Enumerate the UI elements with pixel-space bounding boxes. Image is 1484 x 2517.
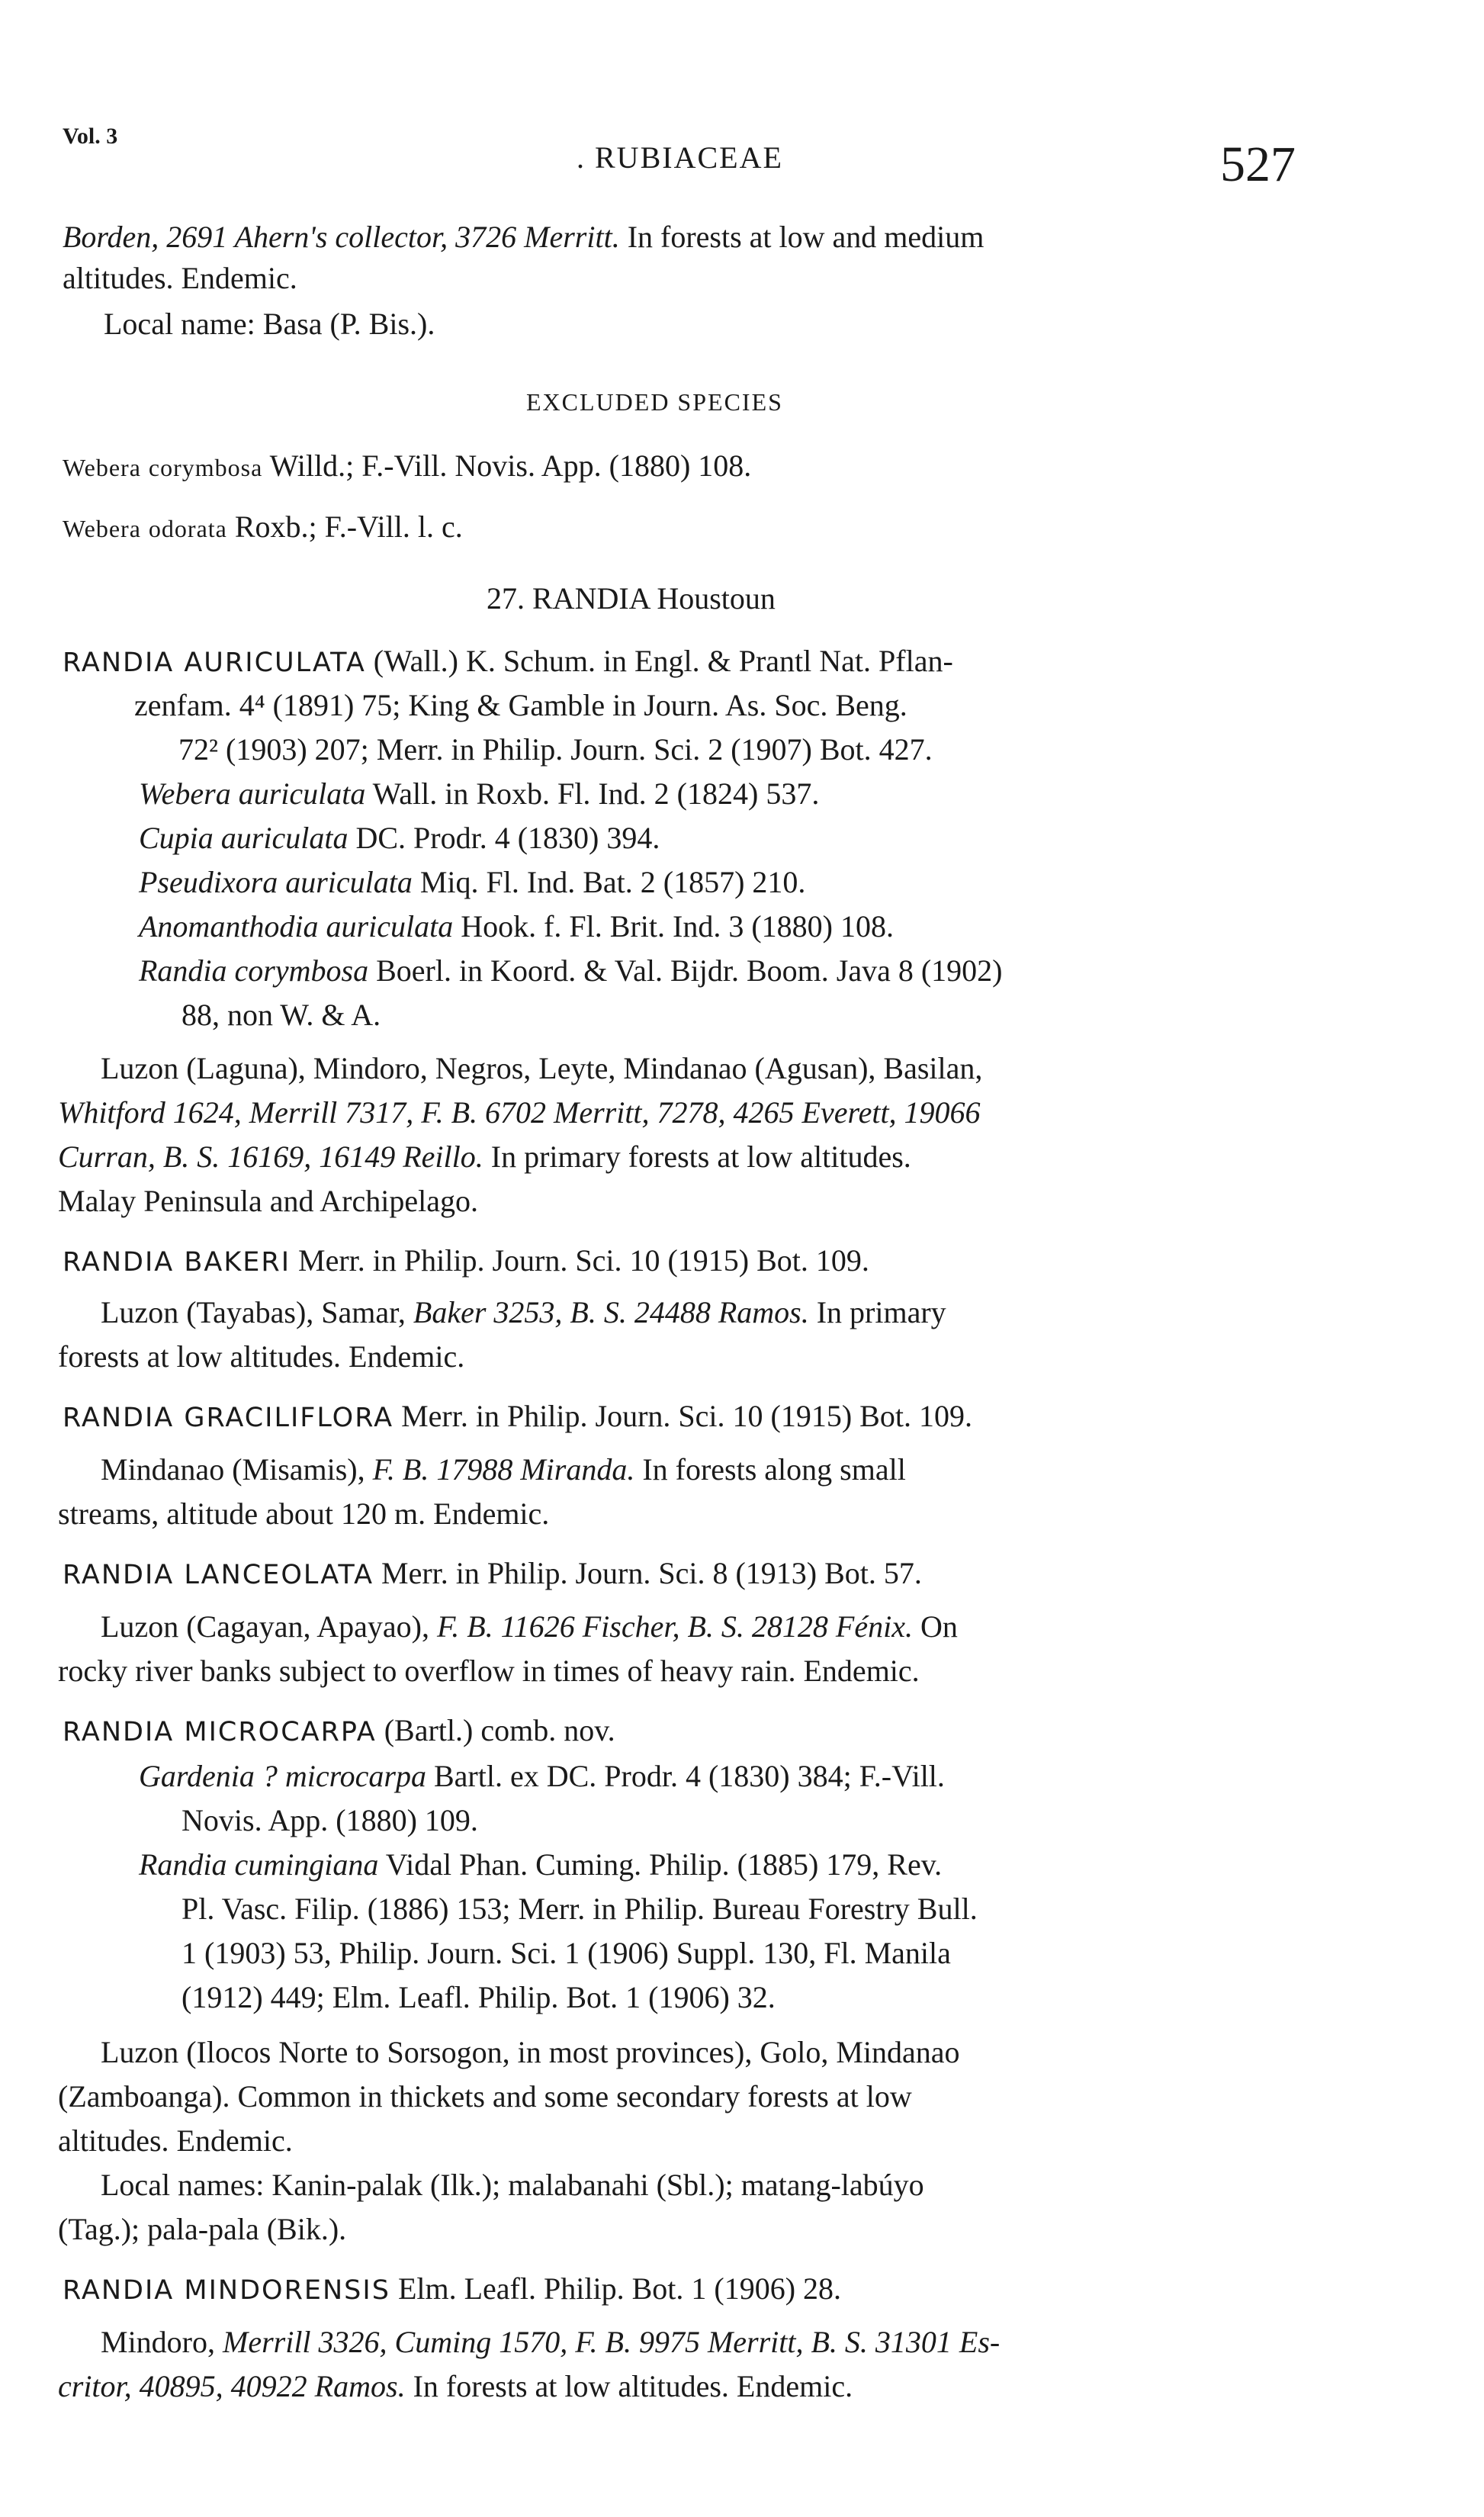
excluded-1-citation: Willd.; F.-Vill. Novis. App. (1880) 108. — [262, 448, 752, 483]
microcarpa-local-names: Local names: Kanin-palak (Ilk.); malabanahi (Sbl.); matang-labúyo — [101, 2168, 924, 2202]
auriculata-citation-1: (Wall.) K. Schum. in Engl. & Prantl Nat. Pflan- — [365, 644, 953, 678]
microcarpa-synonym-2-cont-2: 1 (1903) 53, Philip. Journ. Sci. 1 (1906) Suppl. 130, Fl. Manila — [181, 1936, 951, 1970]
habitat-text: In primary — [808, 1295, 946, 1329]
excluded-2-genus: Webera — [63, 515, 141, 542]
specimen-list: critor, 40895, 40922 Ramos. — [58, 2369, 406, 2403]
excluded-1-genus: Webera — [63, 454, 141, 481]
excluded-2-species: odorata — [148, 515, 227, 542]
locality: Luzon (Cagayan, Apayao), — [101, 1609, 437, 1644]
bakeri-line-1 — [63, 1239, 869, 1284]
prev-line-1 — [63, 215, 1286, 259]
locality: Mindoro, — [101, 2325, 223, 2359]
graciliflora-dist-1 — [101, 1448, 906, 1492]
microcarpa-dist-2: (Zamboanga). Common in thickets and some secondary forests at low — [58, 2079, 912, 2114]
graciliflora-citation: Merr. in Philip. Journ. Sci. 10 (1915) Bot. 109. — [393, 1399, 972, 1433]
auriculata-synonym-4 — [139, 905, 894, 949]
prev-local-name: Local name: Basa (P. Bis.). — [104, 307, 435, 341]
auriculata-name: RANDIA AURICULATA — [63, 648, 366, 678]
microcarpa-synonym-1 — [139, 1754, 945, 1799]
auriculata-line-3: 72² (1903) 207; Merr. in Philip. Journ. Sci. 2 (1907) Bot. 427. — [178, 732, 933, 767]
specimen-list: F. B. 17988 Miranda. — [372, 1452, 635, 1487]
prev-collectors: Borden, 2691 Ahern's collector, 3726 Merritt. — [63, 220, 620, 254]
synonym-citation: Miq. Fl. Ind. Bat. 2 (1857) 210. — [412, 865, 806, 899]
excluded-entry-1 — [63, 444, 751, 490]
graciliflora-dist-2: streams, altitude about 120 m. Endemic. — [58, 1496, 550, 1531]
auriculata-synonym-3 — [139, 860, 805, 905]
page-number: 527 — [1220, 137, 1296, 192]
lanceolata-dist-2: rocky river banks subject to overflow in times of heavy rain. Endemic. — [58, 1654, 920, 1688]
mindorensis-dist-1 — [101, 2320, 1000, 2364]
excluded-1-species: corymbosa — [148, 454, 263, 481]
synonym-name: Pseudixora auriculata — [139, 865, 413, 899]
synonym-name: Cupia auriculata — [139, 821, 349, 855]
microcarpa-citation: (Bartl.) comb. nov. — [376, 1713, 615, 1747]
specimen-list: Curran, B. S. 16169, 16149 Reillo. — [58, 1140, 483, 1174]
excluded-2-citation: Roxb.; F.-Vill. l. c. — [226, 510, 463, 544]
bakeri-dist-1 — [101, 1291, 946, 1335]
synonym-name: Randia cumingiana — [139, 1847, 379, 1882]
synonym-citation: Wall. in Roxb. Fl. Ind. 2 (1824) 537. — [365, 776, 820, 811]
auriculata-dist-1: Luzon (Laguna), Mindoro, Negros, Leyte, Mindanao (Agusan), Basilan, — [101, 1051, 983, 1085]
synonym-name: Anomanthodia auriculata — [139, 909, 454, 943]
excluded-entry-2 — [63, 505, 463, 551]
auriculata-line-2: zenfam. 4⁴ (1891) 75; King & Gamble in Journ. As. Soc. Beng. — [134, 688, 907, 722]
auriculata-synonym-5 — [139, 949, 1003, 993]
microcarpa-line-1 — [63, 1709, 615, 1754]
running-head: . RUBIACEAE — [577, 140, 783, 175]
synonym-citation: Bartl. ex DC. Prodr. 4 (1830) 384; F.-Vill. — [426, 1759, 945, 1793]
mindorensis-line-1 — [63, 2267, 841, 2313]
auriculata-dist-3 — [58, 1135, 911, 1179]
microcarpa-name: RANDIA MICROCARPA — [63, 1717, 377, 1747]
mindorensis-dist-2 — [58, 2364, 853, 2409]
microcarpa-synonym-2 — [139, 1843, 942, 1887]
mindorensis-name: RANDIA MINDORENSIS — [63, 2275, 390, 2306]
auriculata-synonym-1 — [139, 772, 819, 816]
habitat-text: In forests at low altitudes. Endemic. — [405, 2369, 853, 2403]
volume-label: Vol. 3 — [63, 124, 118, 149]
specimen-list: F. B. 11626 Fischer, B. S. 28128 Fénix. — [436, 1609, 913, 1644]
specimen-list: Baker 3253, B. S. 24488 Ramos. — [413, 1295, 809, 1329]
habitat-text: In primary forests at low altitudes. — [483, 1140, 911, 1174]
habitat-text: On — [912, 1609, 958, 1644]
synonym-citation: Hook. f. Fl. Brit. Ind. 3 (1880) 108. — [453, 909, 894, 943]
microcarpa-local-names-cont: (Tag.); pala-pala (Bik.). — [58, 2212, 347, 2246]
bakeri-citation: Merr. in Philip. Journ. Sci. 10 (1915) Bot. 109. — [291, 1243, 869, 1278]
graciliflora-name: RANDIA GRACILIFLORA — [63, 1403, 394, 1433]
specimen-list: Merrill 3326, Cuming 1570, F. B. 9975 Merritt, B. S. 31301 Es- — [223, 2325, 1001, 2359]
auriculata-synonym-2 — [139, 816, 660, 860]
prev-line-2: altitudes. Endemic. — [63, 261, 297, 295]
lanceolata-dist-1 — [101, 1605, 958, 1649]
synonym-name: Gardenia ? microcarpa — [139, 1759, 426, 1793]
lanceolata-line-1 — [63, 1551, 922, 1597]
locality: Luzon (Tayabas), Samar, — [101, 1295, 413, 1329]
synonym-citation: Vidal Phan. Cuming. Philip. (1885) 179, Rev. — [378, 1847, 943, 1882]
auriculata-line-1 — [63, 639, 953, 685]
synonym-citation: Boerl. in Koord. & Val. Bijdr. Boom. Java 8 (1902) — [368, 953, 1003, 988]
lanceolata-citation: Merr. in Philip. Journ. Sci. 8 (1913) Bot. 57. — [374, 1556, 922, 1590]
microcarpa-synonym-1-cont: Novis. App. (1880) 109. — [181, 1803, 478, 1837]
locality: Mindanao (Misamis), — [101, 1452, 373, 1487]
genus-heading: 27. RANDIA Houstoun — [487, 581, 776, 616]
graciliflora-line-1 — [63, 1394, 972, 1440]
microcarpa-dist-3: altitudes. Endemic. — [58, 2123, 293, 2158]
prev-habitat: In forests at low and medium — [619, 220, 985, 254]
synonym-name: Randia corymbosa — [139, 953, 369, 988]
microcarpa-synonym-2-cont-1: Pl. Vasc. Filip. (1886) 153; Merr. in Philip. Bureau Forestry Bull. — [181, 1892, 978, 1926]
microcarpa-synonym-2-cont-3: (1912) 449; Elm. Leafl. Philip. Bot. 1 (1906) 32. — [181, 1980, 776, 2014]
lanceolata-name: RANDIA LANCEOLATA — [63, 1560, 374, 1590]
microcarpa-dist-1: Luzon (Ilocos Norte to Sorsogon, in most provinces), Golo, Mindanao — [101, 2035, 960, 2069]
specimen-list: Whitford 1624, Merrill 7317, F. B. 6702 Merritt, 7278, 4265 Everett, 19066 — [58, 1095, 981, 1130]
bakeri-name: RANDIA BAKERI — [63, 1247, 291, 1278]
excluded-heading: EXCLUDED SPECIES — [526, 388, 783, 416]
auriculata-synonym-5-cont: 88, non W. & A. — [181, 998, 381, 1032]
bakeri-dist-2: forests at low altitudes. Endemic. — [58, 1339, 465, 1374]
auriculata-dist-2 — [58, 1091, 981, 1135]
synonym-name: Webera auriculata — [139, 776, 366, 811]
auriculata-dist-4: Malay Peninsula and Archipelago. — [58, 1184, 478, 1218]
synonym-citation: DC. Prodr. 4 (1830) 394. — [348, 821, 660, 855]
mindorensis-citation: Elm. Leafl. Philip. Bot. 1 (1906) 28. — [390, 2271, 842, 2306]
habitat-text: In forests along small — [634, 1452, 906, 1487]
